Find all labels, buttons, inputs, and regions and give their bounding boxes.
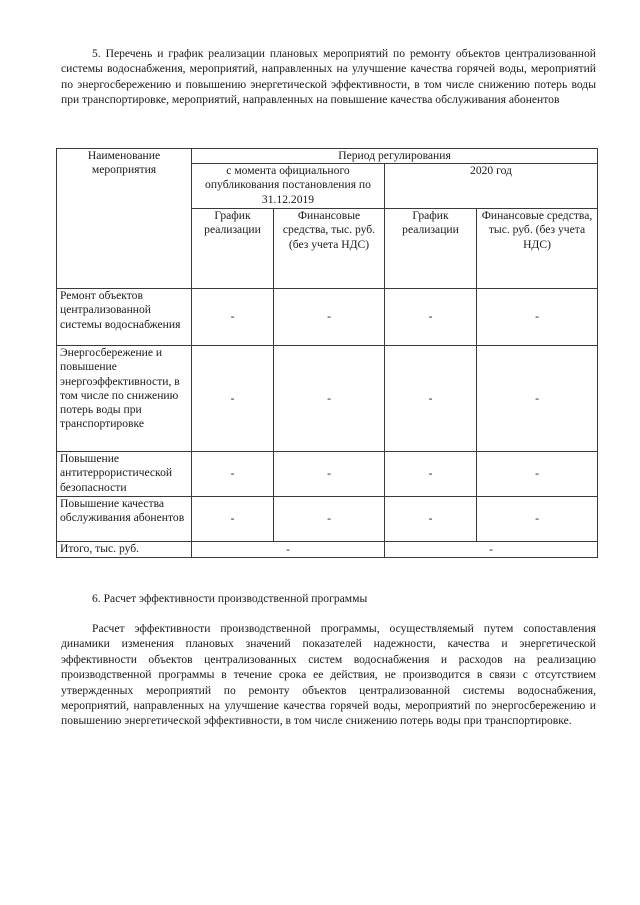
row-value: - [274,346,385,452]
finance-header-1: Финансовые средства, тыс. руб. (без учета НДС) [274,209,385,289]
col-name-header: Наименование мероприятия [57,149,192,289]
row-value: - [385,346,477,452]
row-value: - [192,497,274,542]
period-2-header: 2020 год [385,164,598,209]
row-value: - [385,497,477,542]
section-6-heading: 6. Расчет эффективности производственной программы [92,592,368,605]
total-period-2: - [385,542,598,558]
plan-table [56,148,598,558]
row-value: - [477,452,598,497]
total-row [57,542,598,558]
table-row [57,289,598,346]
row-name: Ремонт объектов централизованной системы водоснабжения [57,289,192,346]
row-value: - [477,497,598,542]
row-value: - [192,452,274,497]
schedule-header-2: График реализации [385,209,477,289]
table-row [57,346,598,452]
row-value: - [477,346,598,452]
row-name: Повышение качества обслуживания абонентов [57,497,192,542]
total-label: Итого, тыс. руб. [57,542,192,558]
row-value: - [477,289,598,346]
section-5-heading: 5. Перечень и график реализации плановых мероприятий по ремонту объектов централизованной системы водоснабжения, мероприятий, направленных на улучшение качества горячей воды, мероприятий по энергосбережению и повышению энергетической эффективности, в том числе снижению потерь воды при транспортировке, мероприятий, направленных на повышение качества обслуживания абонентов [61,47,596,107]
finance-header-2: Финансовые средства, тыс. руб. (без учета НДС) [477,209,598,289]
total-period-1: - [192,542,385,558]
row-name: Повышение антитеррористической безопасности [57,452,192,497]
row-name: Энергосбережение и повышение энергоэффективности, в том числе по снижению потерь воды при транспортировке [57,346,192,452]
row-value: - [192,289,274,346]
table-row [57,452,598,497]
row-value: - [385,289,477,346]
period-header: Период регулирования [192,149,598,164]
row-value: - [385,452,477,497]
row-value: - [274,497,385,542]
schedule-header-1: График реализации [192,209,274,289]
row-value: - [274,452,385,497]
row-value: - [192,346,274,452]
row-value: - [274,289,385,346]
period-1-header: с момента официального опубликования постановления по 31.12.2019 [192,164,385,209]
table-row [57,497,598,542]
section-6-body: Расчет эффективности производственной программы, осуществляемый путем сопоставления динамики изменения плановых значений показателей надежности, качества и энергетической эффективности объектов централизованных систем водоснабжения и расходов на реализацию производственной программы в течение срока ее действия, не производится в связи с отсутствием утвержденных мероприятий по ремонту объектов централизованной системы водоснабжения, мероприятий, направленных на улучшение качества горячей воды, мероприятий по энергосбережению и повышению энергетической эффективности, в том числе снижению потерь воды при транспортировке. [61,622,596,728]
